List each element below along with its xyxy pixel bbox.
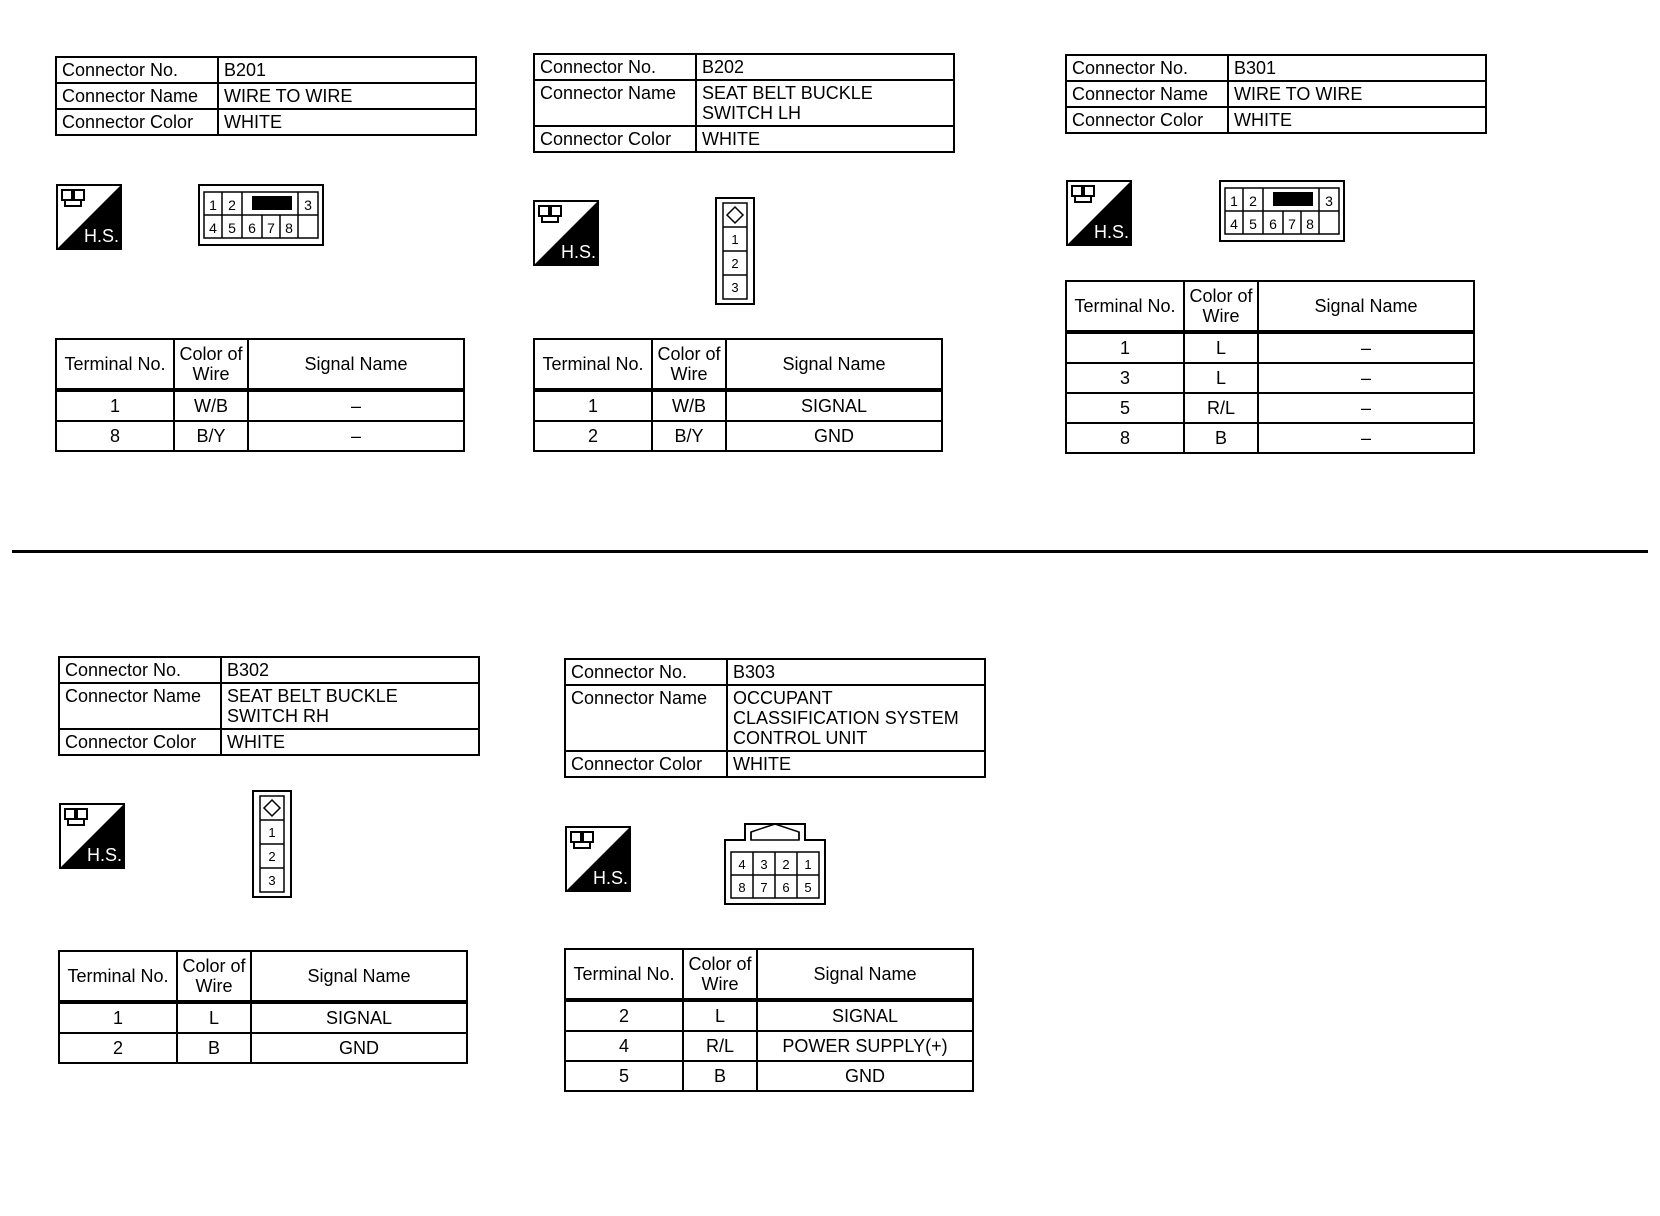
connector-info-table [58, 656, 480, 756]
connector-b303 [564, 658, 986, 778]
pin-label: 4 [1230, 216, 1238, 232]
hs-label: H.S. [561, 242, 597, 262]
terminal-no-cell: 4 [565, 1031, 683, 1061]
connector-color-label: Connector Color [534, 126, 696, 152]
terminal-table [55, 338, 465, 452]
color-of-wire-header: Color of Wire [174, 339, 248, 390]
connector-no-label: Connector No. [1066, 55, 1228, 81]
connector-color-label: Connector Color [59, 729, 221, 755]
pin-label: 7 [760, 880, 768, 895]
hs-label: H.S. [1094, 222, 1130, 242]
connector-color-value: WHITE [1228, 107, 1486, 133]
connector-info-table [55, 56, 477, 136]
pin-label: 3 [1325, 193, 1333, 209]
connector-name-label: Connector Name [56, 83, 218, 109]
connector-no-value: B301 [1228, 55, 1486, 81]
connector-name-value: WIRE TO WIRE [1228, 81, 1486, 107]
connector-name-label: Connector Name [565, 685, 727, 751]
connector-b201 [55, 56, 477, 136]
pin-label: 2 [1249, 193, 1257, 209]
pin-label: 2 [228, 197, 236, 213]
terminal-no-cell: 3 [1066, 363, 1184, 393]
signal-name-cell: – [248, 421, 464, 451]
connector-no-label: Connector No. [59, 657, 221, 683]
signal-name-cell: – [1258, 332, 1474, 363]
wire-color-cell: B/Y [174, 421, 248, 451]
pin-label: 1 [804, 857, 812, 872]
wire-color-cell: W/B [652, 390, 726, 421]
color-of-wire-header: Color of Wire [177, 951, 251, 1002]
terminal-no-cell: 1 [56, 390, 174, 421]
hs-harness-side-icon [56, 184, 122, 250]
terminal-no-cell: 2 [534, 421, 652, 451]
table-row [1066, 363, 1474, 393]
terminal-no-header: Terminal No. [1066, 281, 1184, 332]
connector-name-value: OCCUPANT CLASSIFICATION SYSTEM CONTROL UNIT [727, 685, 985, 751]
connector-info-table [564, 658, 986, 778]
connector-name-value: WIRE TO WIRE [218, 83, 476, 109]
wire-color-cell: L [1184, 332, 1258, 363]
signal-name-cell: – [1258, 363, 1474, 393]
pin-label: 1 [1230, 193, 1238, 209]
signal-name-header: Signal Name [248, 339, 464, 390]
pin-label: 7 [267, 220, 275, 236]
terminal-no-cell: 2 [565, 1000, 683, 1031]
pin-label: 1 [731, 232, 739, 247]
connector-color-label: Connector Color [56, 109, 218, 135]
pin-label: 8 [1306, 216, 1314, 232]
color-of-wire-header: Color of Wire [683, 949, 757, 1000]
hs-label: H.S. [84, 226, 120, 246]
connector-no-value: B303 [727, 659, 985, 685]
pin-label: 6 [248, 220, 256, 236]
color-of-wire-header: Color of Wire [652, 339, 726, 390]
connector-no-value: B201 [218, 57, 476, 83]
wire-color-cell: R/L [1184, 393, 1258, 423]
hs-harness-side-icon [533, 200, 599, 266]
connector-color-value: WHITE [221, 729, 479, 755]
connector-face-3pin [715, 197, 755, 305]
terminal-no-cell: 5 [565, 1061, 683, 1091]
signal-name-cell: – [248, 390, 464, 421]
wire-color-cell: W/B [174, 390, 248, 421]
terminal-no-cell: 1 [59, 1002, 177, 1033]
pin-label: 8 [738, 880, 746, 895]
signal-name-cell: – [1258, 393, 1474, 423]
terminal-no-header: Terminal No. [565, 949, 683, 1000]
connector-b301 [1065, 54, 1487, 134]
signal-name-header: Signal Name [1258, 281, 1474, 332]
hs-label: H.S. [87, 845, 123, 865]
signal-name-cell: – [1258, 423, 1474, 453]
signal-name-header: Signal Name [251, 951, 467, 1002]
table-row [565, 1031, 973, 1061]
signal-name-cell: SIGNAL [251, 1002, 467, 1033]
pin-label: 5 [804, 880, 812, 895]
connector-b302 [58, 656, 480, 756]
pin-label: 1 [209, 197, 217, 213]
pin-label: 4 [738, 857, 746, 872]
connector-color-label: Connector Color [565, 751, 727, 777]
terminal-table [564, 948, 974, 1092]
connector-info-table [533, 53, 955, 153]
connector-name-value: SEAT BELT BUCKLE SWITCH LH [696, 80, 954, 126]
wire-color-cell: B/Y [652, 421, 726, 451]
connector-name-label: Connector Name [534, 80, 696, 126]
signal-name-cell: GND [757, 1061, 973, 1091]
pin-label: 8 [285, 220, 293, 236]
connector-name-value: SEAT BELT BUCKLE SWITCH RH [221, 683, 479, 729]
terminal-table [1065, 280, 1475, 454]
table-row [565, 1061, 973, 1091]
terminal-table [533, 338, 943, 452]
pin-label: 4 [209, 220, 217, 236]
section-divider [12, 550, 1648, 553]
connector-face-8pin-box [721, 822, 829, 906]
terminal-no-cell: 2 [59, 1033, 177, 1063]
connector-no-label: Connector No. [56, 57, 218, 83]
terminal-no-header: Terminal No. [534, 339, 652, 390]
table-row [56, 390, 464, 421]
pin-label: 2 [782, 857, 790, 872]
connector-color-value: WHITE [218, 109, 476, 135]
connector-no-value: B302 [221, 657, 479, 683]
table-row [59, 1002, 467, 1033]
hs-harness-side-icon [59, 803, 125, 869]
connector-color-label: Connector Color [1066, 107, 1228, 133]
table-row [1066, 332, 1474, 363]
pin-label: 2 [268, 849, 276, 864]
signal-name-header: Signal Name [757, 949, 973, 1000]
signal-name-cell: SIGNAL [726, 390, 942, 421]
wire-color-cell: R/L [683, 1031, 757, 1061]
table-row [565, 1000, 973, 1031]
pin-label: 3 [731, 280, 739, 295]
hs-harness-side-icon [565, 826, 631, 892]
pin-label: 5 [1249, 216, 1257, 232]
color-of-wire-header: Color of Wire [1184, 281, 1258, 332]
connector-no-label: Connector No. [565, 659, 727, 685]
pin-label: 3 [304, 197, 312, 213]
wire-color-cell: L [177, 1002, 251, 1033]
table-row [534, 421, 942, 451]
table-row [1066, 393, 1474, 423]
signal-name-header: Signal Name [726, 339, 942, 390]
terminal-table [58, 950, 468, 1064]
pin-label: 3 [268, 873, 276, 888]
terminal-no-cell: 1 [534, 390, 652, 421]
terminal-no-cell: 1 [1066, 332, 1184, 363]
table-row [56, 421, 464, 451]
pin-label: 7 [1288, 216, 1296, 232]
signal-name-cell: GND [726, 421, 942, 451]
pin-label: 6 [782, 880, 790, 895]
connector-face-8pin [1219, 180, 1345, 242]
connector-no-label: Connector No. [534, 54, 696, 80]
signal-name-cell: GND [251, 1033, 467, 1063]
table-row [534, 390, 942, 421]
wire-color-cell: L [683, 1000, 757, 1031]
signal-name-cell: SIGNAL [757, 1000, 973, 1031]
connector-face-8pin [198, 184, 324, 246]
wire-color-cell: B [1184, 423, 1258, 453]
wire-color-cell: B [177, 1033, 251, 1063]
pin-label: 1 [268, 825, 276, 840]
table-row [1066, 423, 1474, 453]
connector-no-value: B202 [696, 54, 954, 80]
terminal-no-header: Terminal No. [59, 951, 177, 1002]
hs-label: H.S. [593, 868, 629, 888]
wire-color-cell: B [683, 1061, 757, 1091]
connector-color-value: WHITE [696, 126, 954, 152]
connector-color-value: WHITE [727, 751, 985, 777]
terminal-no-cell: 8 [1066, 423, 1184, 453]
terminal-no-header: Terminal No. [56, 339, 174, 390]
connector-name-label: Connector Name [1066, 81, 1228, 107]
terminal-no-cell: 5 [1066, 393, 1184, 423]
table-row [59, 1033, 467, 1063]
hs-harness-side-icon [1066, 180, 1132, 246]
connector-name-label: Connector Name [59, 683, 221, 729]
pin-label: 6 [1269, 216, 1277, 232]
connector-b202 [533, 53, 955, 153]
pin-label: 3 [760, 857, 768, 872]
pin-label: 5 [228, 220, 236, 236]
terminal-no-cell: 8 [56, 421, 174, 451]
pin-label: 2 [731, 256, 739, 271]
wire-color-cell: L [1184, 363, 1258, 393]
signal-name-cell: POWER SUPPLY(+) [757, 1031, 973, 1061]
connector-face-3pin [252, 790, 292, 898]
connector-info-table [1065, 54, 1487, 134]
